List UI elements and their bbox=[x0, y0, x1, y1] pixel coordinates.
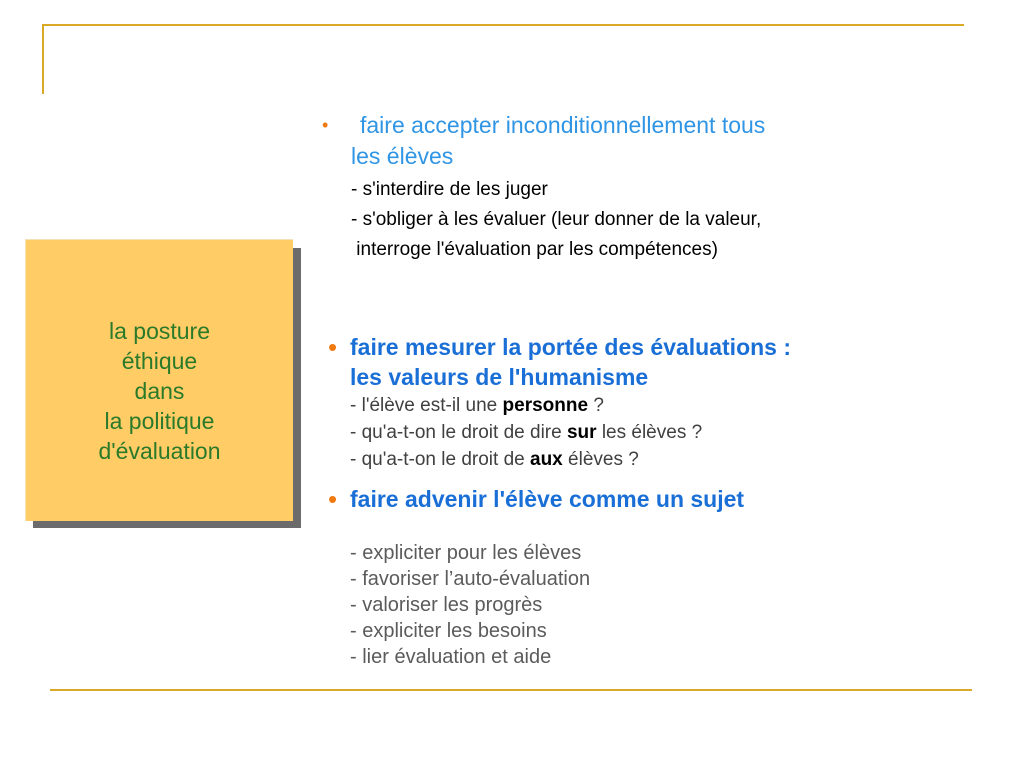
bullet-icon: • bbox=[328, 332, 338, 362]
title-box-text bbox=[98, 316, 220, 466]
title-line: la posture bbox=[108, 317, 210, 344]
list-item: interroge l'évaluation par les compétences) bbox=[351, 239, 718, 260]
list-item: - s'obliger à les évaluer (leur donner de la valeur, bbox=[351, 209, 762, 230]
list-item bbox=[350, 419, 950, 446]
item-emphasis: aux bbox=[530, 449, 563, 470]
frame-top-line bbox=[42, 24, 964, 26]
title-box bbox=[25, 239, 293, 521]
section-heading: faire mesurer la portée des évaluations : bbox=[350, 334, 792, 360]
section-heading: faire advenir l'élève comme un sujet bbox=[350, 486, 745, 512]
item-text: - l'élève est-il une bbox=[350, 395, 503, 416]
section-accept bbox=[310, 110, 950, 265]
item-emphasis: sur bbox=[566, 422, 597, 443]
section-heading: faire accepter inconditionnellement tous bbox=[360, 112, 766, 138]
list-item bbox=[350, 392, 950, 419]
list-item: - expliciter pour les élèves bbox=[350, 542, 582, 564]
item-emphasis: personne bbox=[502, 395, 589, 416]
item-text: ? bbox=[588, 395, 604, 416]
bullet-icon: • bbox=[322, 115, 329, 135]
list-item bbox=[350, 446, 950, 473]
item-text: - qu'a-t-on le droit de bbox=[350, 449, 530, 470]
frame-bottom-line bbox=[50, 689, 972, 691]
item-text: les élèves ? bbox=[596, 422, 703, 443]
item-text: élèves ? bbox=[562, 449, 639, 470]
list-item: - favoriser l’auto-évaluation bbox=[350, 568, 591, 590]
section-heading: les élèves bbox=[351, 143, 454, 169]
list-item: - valoriser les progrès bbox=[350, 594, 543, 616]
section-subject bbox=[310, 484, 950, 670]
title-line: d'évaluation bbox=[98, 437, 221, 464]
bullet-icon: • bbox=[328, 484, 338, 514]
item-text: - qu'a-t-on le droit de dire bbox=[350, 422, 567, 443]
frame-left-line bbox=[42, 24, 44, 94]
list-item: - s'interdire de les juger bbox=[351, 179, 548, 200]
section-heading: les valeurs de l'humanisme bbox=[350, 364, 649, 390]
title-line: dans bbox=[134, 377, 185, 404]
title-line: la politique bbox=[104, 407, 215, 434]
list-item: - lier évaluation et aide bbox=[350, 646, 552, 668]
list-item: - expliciter les besoins bbox=[350, 620, 547, 642]
title-line: éthique bbox=[121, 347, 198, 374]
section-measure bbox=[310, 332, 950, 473]
